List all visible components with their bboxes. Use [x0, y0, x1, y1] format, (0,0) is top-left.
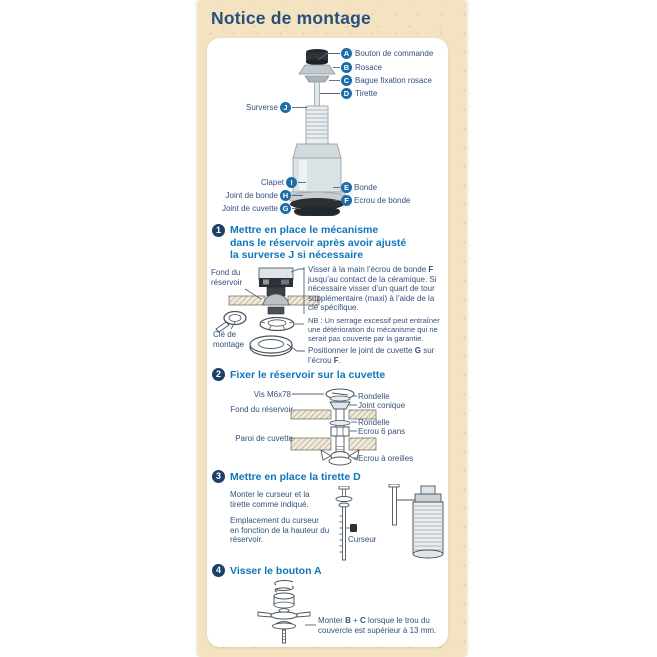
step4-number-badge: 4 [212, 564, 225, 577]
step3-title: Mettre en place la tirette D [230, 471, 361, 483]
callout-label-surverse: Surverse [245, 103, 278, 112]
callout-badge-i: I [286, 177, 297, 188]
step2-label-ecrou-6-pans: Ecrou 6 pans [358, 427, 406, 436]
step2-number-badge: 2 [212, 368, 225, 381]
step4-title: Visser le bouton A [230, 565, 322, 577]
callout-badge-g: G [280, 203, 291, 214]
step1-title [230, 224, 440, 262]
step2-label-vis: Vis M6x78 [253, 390, 291, 399]
step4-button-exploded-diagram [257, 578, 311, 644]
callout-label-rosace: Rosace [355, 63, 383, 72]
callout-badge-e: E [341, 182, 352, 193]
step1-number-badge: 1 [212, 224, 225, 237]
callout-label-bonde: Bonde [354, 183, 378, 192]
step3-para-monter: Monter le curseur et la tirette comme indiqué. [230, 490, 310, 509]
step1-title-line3: la surverse J si nécessaire [230, 249, 364, 261]
step1-para-positionner: Positionner le joint de cuvette G sur l’écrou F. [308, 346, 435, 365]
step2-title: Fixer le réservoir sur la cuvette [230, 369, 386, 381]
step4-para-monter: Monter B + C lorsque le trou du couvercle est supérieur à 13 mm. [318, 616, 437, 635]
step1-title-line1: Mettre en place le mécanisme [230, 224, 379, 236]
callout-badge-h: H [280, 190, 291, 201]
callout-badge-j: J [280, 102, 291, 113]
callout-label-joint-de-bonde: Joint de bonde [225, 191, 278, 200]
callout-label-bague-fixation: Bague fixation rosace [355, 76, 432, 85]
callout-label-joint-de-cuvette: Joint de cuvette [221, 204, 278, 213]
step1-label-cle-de-montage: Clé de montage [213, 330, 245, 349]
step3-para-emplacement: Emplacement du curseur en fonction de la hauteur du réservoir. [230, 516, 330, 545]
step1-para-nb: NB : Un serrage excessif peut entraîner une détérioration du mécanisme qui ne serait pas couverte par la garantie. [308, 316, 440, 343]
callout-badge-a: A [341, 48, 352, 59]
callout-badge-f: F [341, 195, 352, 206]
step3-number-badge: 3 [212, 470, 225, 483]
step2-label-ecrou-a-oreilles: Ecrou à oreilles [358, 454, 414, 463]
step2-label-rondelle-1: Rondelle [358, 392, 390, 401]
callout-badge-b: B [341, 62, 352, 73]
step1-label-fond-du-reservoir: Fond du réservoir [211, 268, 243, 287]
step3-mechanism-top-diagram [383, 484, 447, 562]
instruction-panel [207, 38, 448, 647]
step2-label-fond-du-reservoir: Fond du réservoir [230, 405, 293, 414]
callout-label-bouton-de-commande: Bouton de commande [355, 49, 434, 58]
callout-badge-c: C [341, 75, 352, 86]
instruction-sheet [197, 0, 467, 657]
step1-para-visser: Visser à la main l’écrou de bonde F jusqu’au contact de la céramique. Si nécessaire visser d’un quart de tour supplémentaire (maxi) à l’aide de la clé spécifique. [308, 265, 437, 313]
callout-badge-d: D [341, 88, 352, 99]
step3-curseur-part [350, 524, 357, 532]
step3-label-curseur: Curseur [348, 535, 377, 544]
step1-title-line2: dans le réservoir après avoir ajusté [230, 236, 407, 249]
step2-label-joint-conique: Joint conique [358, 401, 406, 410]
page-title: Notice de montage [211, 8, 371, 28]
callout-label-tirette: Tirette [355, 89, 378, 98]
callout-label-ecrou-de-bonde: Ecrou de bonde [354, 196, 411, 205]
callout-label-clapet: Clapet [260, 178, 284, 187]
step2-label-paroi-de-cuvette: Paroi de cuvette [235, 434, 293, 443]
step2-label-rondelle-2: Rondelle [358, 418, 390, 427]
